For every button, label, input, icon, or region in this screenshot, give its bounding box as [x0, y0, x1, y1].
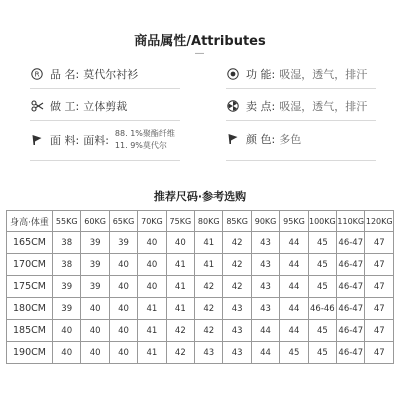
- height-cell: 175CM: [7, 276, 53, 298]
- size-cell: 44: [251, 342, 279, 364]
- page-title: 商品属性/Attributes: [134, 34, 266, 49]
- size-cell: 39: [81, 232, 109, 254]
- table-row: [7, 276, 394, 298]
- attr-fabric-key: 面 料:: [50, 134, 80, 147]
- height-cell: 180CM: [7, 298, 53, 320]
- height-cell: 165CM: [7, 232, 53, 254]
- size-cell: 40: [53, 320, 81, 342]
- size-cell: 47: [365, 298, 394, 320]
- size-table-corner: 身高·体重: [7, 211, 53, 232]
- flag-icon: [226, 132, 240, 146]
- size-cell: 43: [223, 342, 251, 364]
- size-cell: 45: [308, 254, 336, 276]
- size-cell: 43: [251, 232, 279, 254]
- size-cell: 46-47: [337, 342, 365, 364]
- size-cell: 46-47: [337, 320, 365, 342]
- weight-header: 100KG: [308, 211, 336, 232]
- height-cell: 185CM: [7, 320, 53, 342]
- title-underline: —: [194, 48, 206, 59]
- size-cell: 42: [166, 342, 194, 364]
- size-cell: 47: [365, 320, 394, 342]
- size-cell: 45: [308, 342, 336, 364]
- size-cell: 40: [109, 320, 137, 342]
- size-cell: 45: [280, 342, 308, 364]
- size-cell: 45: [308, 320, 336, 342]
- svg-text:R: R: [34, 70, 40, 79]
- size-cell: 39: [81, 276, 109, 298]
- attr-selling-key: 卖 点:: [246, 100, 276, 113]
- size-cell: 43: [195, 342, 223, 364]
- size-cell: 43: [251, 254, 279, 276]
- attr-divider: [30, 88, 180, 89]
- size-cell: 41: [166, 298, 194, 320]
- size-chart-title: 推荐尺码·参考选购: [153, 190, 247, 203]
- size-cell: 41: [166, 254, 194, 276]
- size-cell: 42: [195, 320, 223, 342]
- attr-divider: [226, 88, 376, 89]
- attr-craft: [30, 98, 127, 114]
- fan-icon: [226, 99, 240, 113]
- weight-header: 90KG: [251, 211, 279, 232]
- size-cell: 44: [280, 254, 308, 276]
- attr-divider: [30, 160, 180, 161]
- attr-fabric-composition: [115, 128, 175, 152]
- height-cell: 190CM: [7, 342, 53, 364]
- size-cell: 41: [138, 342, 166, 364]
- size-cell: 41: [138, 298, 166, 320]
- weight-header: 110KG: [337, 211, 365, 232]
- size-cell: 46-46: [308, 298, 336, 320]
- height-cell: 170CM: [7, 254, 53, 276]
- weight-header: 70KG: [138, 211, 166, 232]
- size-cell: 44: [280, 320, 308, 342]
- attr-divider: [226, 120, 376, 121]
- table-row: [7, 342, 394, 364]
- weight-header: 60KG: [81, 211, 109, 232]
- attr-craft-key: 做 工:: [50, 100, 80, 113]
- weight-header: 75KG: [166, 211, 194, 232]
- size-cell: 43: [223, 320, 251, 342]
- attr-divider: [30, 120, 180, 121]
- size-cell: 39: [109, 232, 137, 254]
- attr-fabric-label: 面料:: [83, 134, 109, 147]
- size-cell: 42: [195, 298, 223, 320]
- size-cell: 41: [138, 320, 166, 342]
- size-table: [6, 210, 394, 364]
- size-cell: 41: [166, 276, 194, 298]
- weight-header: 65KG: [109, 211, 137, 232]
- size-cell: 40: [81, 342, 109, 364]
- table-row: [7, 254, 394, 276]
- size-cell: 44: [251, 320, 279, 342]
- weight-header: 55KG: [53, 211, 81, 232]
- table-row: [7, 298, 394, 320]
- size-cell: 40: [109, 276, 137, 298]
- flag-icon: [30, 133, 44, 147]
- size-cell: 40: [109, 298, 137, 320]
- size-cell: 39: [81, 254, 109, 276]
- weight-header: 95KG: [280, 211, 308, 232]
- attr-divider: [226, 160, 376, 161]
- size-cell: 40: [81, 298, 109, 320]
- target-icon: [226, 67, 240, 81]
- attr-craft-value: 立体剪裁: [83, 100, 128, 113]
- size-cell: 44: [280, 298, 308, 320]
- size-cell: 40: [138, 276, 166, 298]
- size-cell: 41: [195, 232, 223, 254]
- size-cell: 40: [53, 342, 81, 364]
- weight-header: 85KG: [223, 211, 251, 232]
- size-cell: 38: [53, 232, 81, 254]
- attr-function-value: 吸湿，透气，排汗: [279, 68, 368, 81]
- size-cell: 47: [365, 254, 394, 276]
- size-cell: 42: [223, 254, 251, 276]
- size-cell: 47: [365, 232, 394, 254]
- attr-fabric: [30, 128, 175, 152]
- weight-header: 80KG: [195, 211, 223, 232]
- attr-name: [30, 66, 138, 82]
- size-cell: 40: [109, 342, 137, 364]
- attr-name-value: 莫代尔衬衫: [83, 68, 139, 81]
- size-cell: 39: [53, 276, 81, 298]
- fabric-line: 88. 1%聚酯纤维: [114, 129, 175, 138]
- size-cell: 42: [195, 276, 223, 298]
- size-cell: 38: [53, 254, 81, 276]
- size-table-header-row: [7, 211, 394, 232]
- weight-header: 120KG: [365, 211, 394, 232]
- size-cell: 43: [251, 276, 279, 298]
- attr-function: [226, 66, 367, 82]
- size-cell: 46-47: [337, 232, 365, 254]
- fabric-line: 11. 9%莫代尔: [114, 141, 167, 150]
- size-cell: 39: [53, 298, 81, 320]
- size-cell: 40: [138, 254, 166, 276]
- size-cell: 40: [109, 254, 137, 276]
- size-cell: 40: [138, 232, 166, 254]
- size-cell: 44: [280, 276, 308, 298]
- size-cell: 42: [166, 320, 194, 342]
- scissors-icon: [30, 99, 44, 113]
- size-cell: 40: [166, 232, 194, 254]
- attr-color: [226, 131, 301, 147]
- attr-function-key: 功 能:: [246, 68, 276, 81]
- size-cell: 40: [81, 320, 109, 342]
- size-cell: 47: [365, 342, 394, 364]
- registered-icon: [30, 67, 44, 81]
- size-cell: 42: [223, 232, 251, 254]
- size-cell: 44: [280, 232, 308, 254]
- attr-name-key: 品 名:: [50, 68, 80, 81]
- size-cell: 47: [365, 276, 394, 298]
- size-cell: 45: [308, 232, 336, 254]
- size-cell: 46-47: [337, 276, 365, 298]
- attr-selling: [226, 98, 367, 114]
- size-cell: 46-47: [337, 298, 365, 320]
- size-cell: 46-47: [337, 254, 365, 276]
- attr-selling-value: 吸湿，透气，排汗: [279, 100, 368, 113]
- size-cell: 43: [251, 298, 279, 320]
- table-row: [7, 232, 394, 254]
- table-row: [7, 320, 394, 342]
- size-cell: 43: [223, 298, 251, 320]
- size-cell: 45: [308, 276, 336, 298]
- attr-color-key: 颜 色:: [246, 133, 276, 146]
- size-cell: 41: [195, 254, 223, 276]
- size-cell: 42: [223, 276, 251, 298]
- attr-color-value: 多色: [279, 133, 302, 146]
